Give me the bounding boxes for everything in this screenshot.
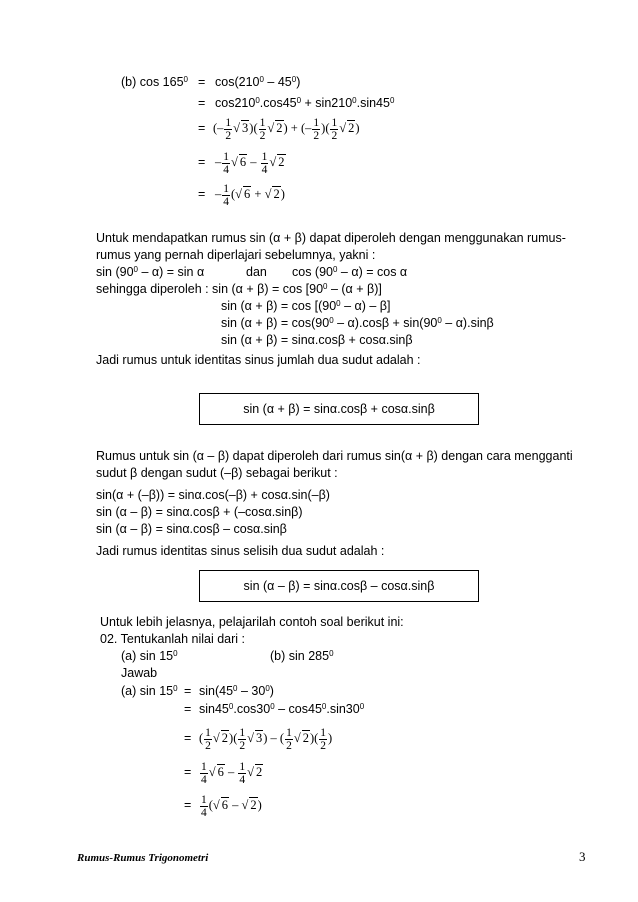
para1-derivation-2: $\sin (\alpha + \beta) = \cos [(90^0 - \alpha) - \beta]$ — [221, 299, 391, 313]
example-b-step-1: $\cos(210^0 - 45^0)$ — [215, 75, 301, 89]
equals-sign: = — [184, 798, 192, 812]
example2-intro: Untuk lebih jelasnya, pelajarilah contoh soal berikut ini: — [100, 615, 404, 629]
equals-sign: = — [198, 187, 206, 201]
formula-box-difference — [199, 570, 479, 602]
equals-sign: = — [184, 702, 192, 716]
para2-line-1: Rumus untuk sin (α – β) dapat diperoleh dari rumus sin(α + β) dengan cara mengganti — [96, 449, 573, 463]
equals-sign: = — [198, 75, 206, 89]
equals-sign: = — [184, 731, 192, 745]
formula-difference: sin (α – β) = sinα.cosβ – cosα.sinβ — [243, 579, 435, 593]
formula-box-sum — [199, 393, 479, 425]
example2-step-1: $\sin(45^0 - 30^0)$ — [199, 684, 274, 698]
para2-line-2: sudut β dengan sudut (–β) sebagai berikut : — [96, 466, 338, 480]
equals-sign: = — [184, 684, 192, 698]
example2-question-a: (a) $\sin 15^0$ — [121, 649, 178, 663]
example2-a-label: (a) $\sin 15^0$ — [121, 684, 178, 698]
para1-line-2: rumus yang pernah diperlajari sebelumnya, yakni : — [96, 248, 376, 262]
para1-identity-sin: $\sin (90^0 - \alpha) = \sin \alpha$ — [96, 265, 205, 279]
para1-derivation-1: sehingga diperoleh : $\sin (\alpha + \beta) = \cos [90^0 - (\alpha + \beta)]$ — [96, 282, 382, 296]
para1-and: dan — [246, 265, 267, 279]
example-b-step-4: – $\frac{1}{4}$ √ 6 – $\frac{1}{4}$ √ 2 — [215, 150, 285, 176]
example-b-label: (b) $\cos 165^0$ — [121, 75, 188, 89]
para2-conclusion: Jadi rumus identitas sinus selisih dua sudut adalah : — [96, 544, 385, 558]
formula-sum: sin (α + β) = sinα.cosβ + cosα.sinβ — [243, 402, 435, 416]
example2-question-b: (b) $\sin 285^0$ — [270, 649, 334, 663]
para2-derivation-2: sin (α – β) = sinα.cosβ + (–cosα.sinβ) — [96, 505, 303, 519]
para1-derivation-3: $\sin (\alpha + \beta) = \cos(90^0 - \alpha).\cos\beta + \sin(90^0 - \alpha).\sin\beta$ — [221, 316, 494, 330]
para1-identity-cos: $\cos (90^0 - \alpha) = \cos \alpha$ — [292, 265, 408, 279]
para1-line-1: Untuk mendapatkan rumus sin (α + β) dapat diperoleh dengan menggunakan rumus- — [96, 231, 566, 245]
para2-derivation-3: sin (α – β) = sinα.cosβ – cosα.sinβ — [96, 522, 287, 536]
footer-title: Rumus-Rumus Trigonometri — [77, 852, 209, 864]
example-b-step-5: – $\frac{1}{4}$ (√ 6 + √ 2) — [215, 182, 285, 208]
example-b-step-3: (– $\frac{1}{2}$ √ 3)( $\frac{1}{2}$ √ 2) + (– $\frac{1}{2}$ )( $\frac{1}{2}$ √ 2) — [213, 116, 360, 142]
equals-sign: = — [198, 96, 206, 110]
example2-step-4: $\frac{1}{4}$ √ 6 – $\frac{1}{4}$ √ 2 — [201, 760, 263, 786]
equals-sign: = — [198, 121, 206, 135]
equals-sign: = — [184, 765, 192, 779]
para1-conclusion: Jadi rumus untuk identitas sinus jumlah dua sudut adalah : — [96, 353, 421, 367]
example2-answer-heading: Jawab — [121, 666, 158, 680]
example2-title: 02. Tentukanlah nilai dari : — [100, 632, 246, 646]
para2-derivation-1: sin(α + (–β)) = sinα.cos(–β) + cosα.sin(–β) — [96, 488, 330, 502]
example-b-step-2: $\cos 210^0.\cos 45^0 + \sin 210^0.\sin 45^0$ — [215, 96, 395, 110]
example2-step-3: ( $\frac{1}{2}$ √ 2)( $\frac{1}{2}$ √ 3) – ( $\frac{1}{2}$ √ 2)( $\frac{1}{2}$ ) — [199, 726, 333, 752]
example2-step-2: $\sin 45^0.\cos 30^0 - \cos 45^0.\sin 30^0$ — [199, 702, 365, 716]
equals-sign: = — [198, 155, 206, 169]
example2-step-5: $\frac{1}{4}$ (√ 6 – √ 2) — [201, 793, 262, 819]
page-number: 3 — [579, 849, 586, 864]
para1-derivation-4: sin (α + β) = sinα.cosβ + cosα.sinβ — [221, 333, 413, 347]
